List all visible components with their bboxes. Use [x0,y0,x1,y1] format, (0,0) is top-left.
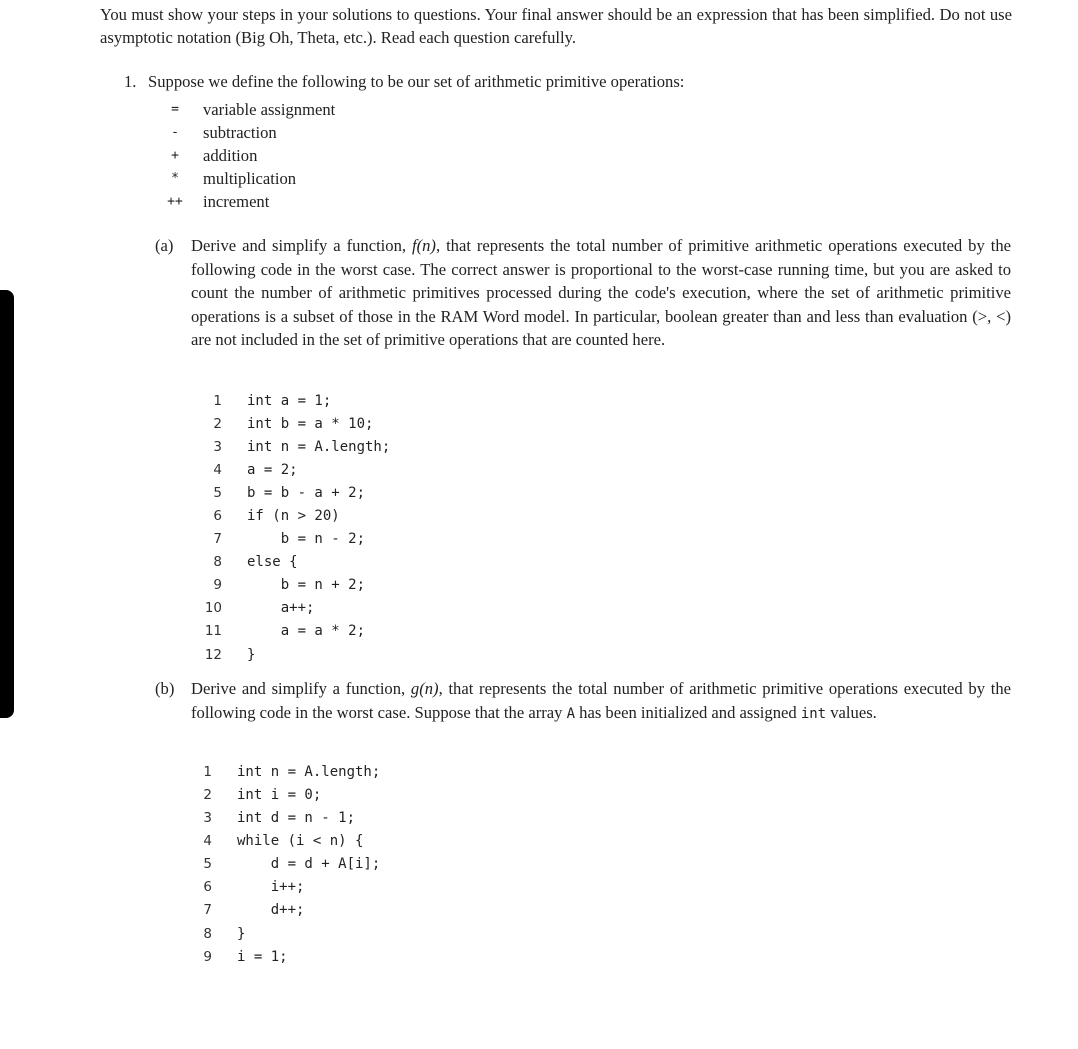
code-text: b = n + 2; [247,577,366,593]
code-text: b = n - 2; [247,531,366,547]
line-number: 6 [203,879,212,895]
line-number: 11 [204,623,222,639]
line-number: 2 [203,787,212,803]
part-b-array: A [566,705,576,722]
operation-description: subtraction [203,123,277,142]
part-a-text-1: Derive and simplify a function, [191,236,412,255]
operation-symbol: = [171,102,179,117]
code-text: d++; [237,902,305,918]
part-b-type: int [800,705,827,722]
code-text: if (n > 20) [247,508,340,524]
question-number: 1. [124,72,137,91]
part-a-label: (a) [155,236,174,255]
code-text: a++; [247,600,315,616]
part-b-text [191,677,1011,726]
code-text: int n = A.length; [247,439,391,455]
operation-symbol: - [171,125,179,140]
line-number: 2 [213,416,222,432]
operation-description: multiplication [203,169,297,188]
line-number: 1 [213,393,222,409]
part-b-text-3: has been initialized and assigned [575,702,801,722]
code-text: int d = n - 1; [237,810,356,826]
operation-description: variable assignment [203,100,336,119]
code-text: a = 2; [247,462,298,478]
operation-symbol: + [171,148,179,163]
code-text: int b = a * 10; [247,416,374,432]
line-number: 8 [213,554,222,570]
code-text: } [247,647,256,663]
part-a-function: f(n) [412,236,436,255]
line-number: 7 [213,531,222,547]
line-number: 4 [203,833,212,849]
line-number: 7 [203,902,212,918]
code-text: int n = A.length; [237,764,381,780]
line-number: 3 [203,810,212,826]
line-number: 8 [203,926,212,942]
operation-symbol: * [171,171,179,186]
instructions: You must show your steps in your solutions to questions. Your final answer should be an expression that has been simplified. Do not use asymptotic notation (Big Oh, Theta, etc.). Read each question carefully. [100,5,1012,47]
line-number: 4 [213,462,222,478]
part-b-text-4: values. [826,702,877,722]
operation-description: addition [203,146,258,165]
code-text: a = a * 2; [247,623,366,639]
code-text: while (i < n) { [237,833,364,849]
line-number: 9 [203,949,212,965]
operation-description: increment [203,192,270,211]
code-text: i++; [237,879,305,895]
line-number: 6 [213,508,222,524]
line-number: 5 [203,856,212,872]
code-text: i = 1; [237,949,288,965]
part-b-text-1: Derive and simplify a function, [191,679,411,698]
question-intro: Suppose we define the following to be our set of arithmetic primitive operations: [148,72,685,91]
part-b-label: (b) [155,679,175,698]
line-number: 12 [204,647,222,663]
line-number: 9 [213,577,222,593]
line-number: 3 [213,439,222,455]
code-text: else { [247,554,298,570]
side-tab [0,290,14,718]
code-text: d = d + A[i]; [237,856,381,872]
line-number: 10 [204,600,222,616]
code-text: } [237,926,246,942]
part-b-text-2: , that represents the total number of arithmetic primitive operations executed by the following code in the worst case. Suppose that the array [191,679,1011,722]
operation-symbol: ++ [167,194,183,209]
code-text: int i = 0; [237,787,322,803]
code-text: int a = 1; [247,393,332,409]
part-a-text-2: , that represents the total number of primitive arithmetic operations executed by the following code in the worst case. The correct answer is proportional to the worst-case running time, but you are asked to count the number of arithmetic primitives processed during the code's execution, where the set of arithmetic primitive operations is a subset of those in the RAM Word model. In particular, boolean greater than and less than evaluation (>, <) are not included in the set of primitive operations that are counted here. [191,236,1012,349]
line-number: 5 [213,485,222,501]
part-b-function: g(n) [410,679,439,698]
part-a-text [191,234,1011,352]
code-text: b = b - a + 2; [247,485,366,501]
line-number: 1 [203,764,212,780]
